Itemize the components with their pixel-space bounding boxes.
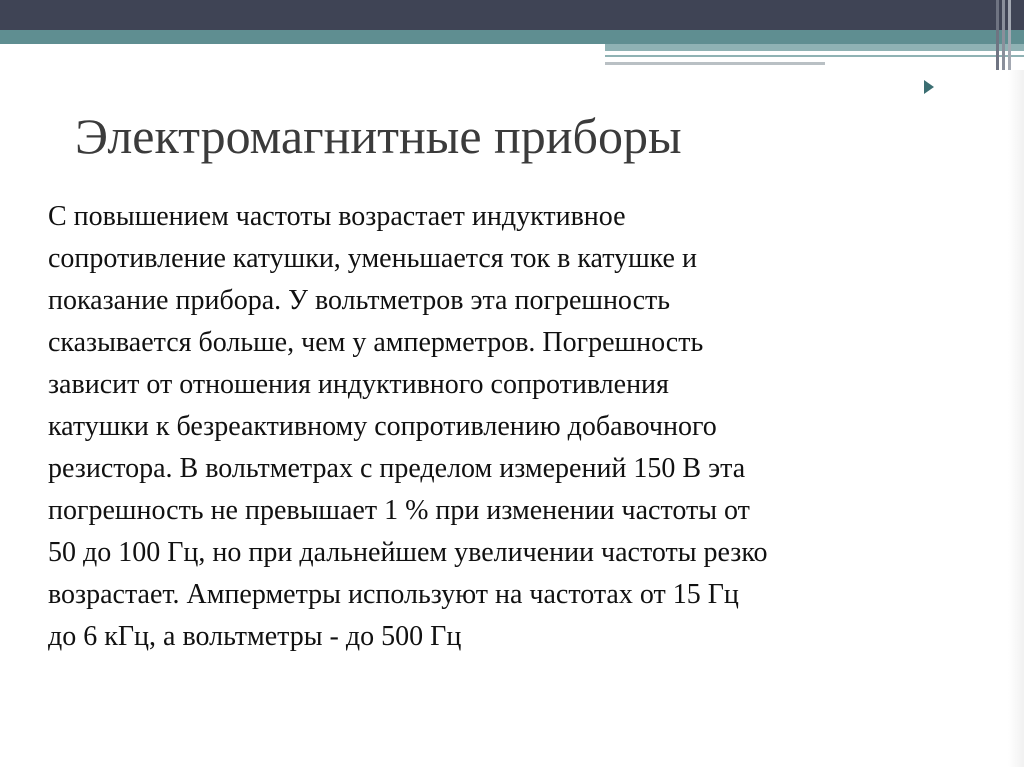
paragraph-line: резистора. В вольтметрах с пределом измерений 150 В эта (48, 453, 746, 484)
header-teal-bar (0, 30, 1024, 44)
header-teal-light-bar (605, 44, 1024, 51)
header-dark-bar (0, 0, 1024, 30)
paragraph-line: до 6 кГц, а вольтметры - до 500 Гц (48, 621, 462, 652)
corner-stripe (1002, 0, 1005, 70)
corner-stripes-decoration (990, 0, 1024, 70)
paragraph-line: 50 до 100 Гц, но при дальнейшем увеличении частоты резко (48, 537, 768, 568)
right-edge-shadow (1008, 70, 1024, 767)
corner-stripe (1008, 0, 1011, 70)
paragraph-line: зависит от отношения индуктивного сопротивления (48, 369, 669, 400)
paragraph-line: погрешность не превышает 1 % при изменении частоты от (48, 495, 750, 526)
header-teal-thin-line (605, 55, 1024, 57)
paragraph-line: катушки к безреактивному сопротивлению добавочного (48, 411, 717, 442)
corner-stripe (996, 0, 999, 70)
slide-title: Электромагнитные приборы (75, 108, 682, 164)
paragraph-line: С повышением частоты возрастает индуктивное (48, 201, 626, 232)
triangle-bullet-icon (924, 80, 934, 94)
paragraph-line: сказывается больше, чем у амперметров. Погрешность (48, 327, 704, 358)
header-grey-thin-line (605, 62, 825, 65)
paragraph-line: возрастает. Амперметры используют на частотах от 15 Гц (48, 579, 739, 610)
slide-body-paragraph (48, 196, 928, 658)
paragraph-line: сопротивление катушки, уменьшается ток в катушке и (48, 243, 697, 274)
paragraph-line: показание прибора. У вольтметров эта погрешность (48, 285, 671, 316)
